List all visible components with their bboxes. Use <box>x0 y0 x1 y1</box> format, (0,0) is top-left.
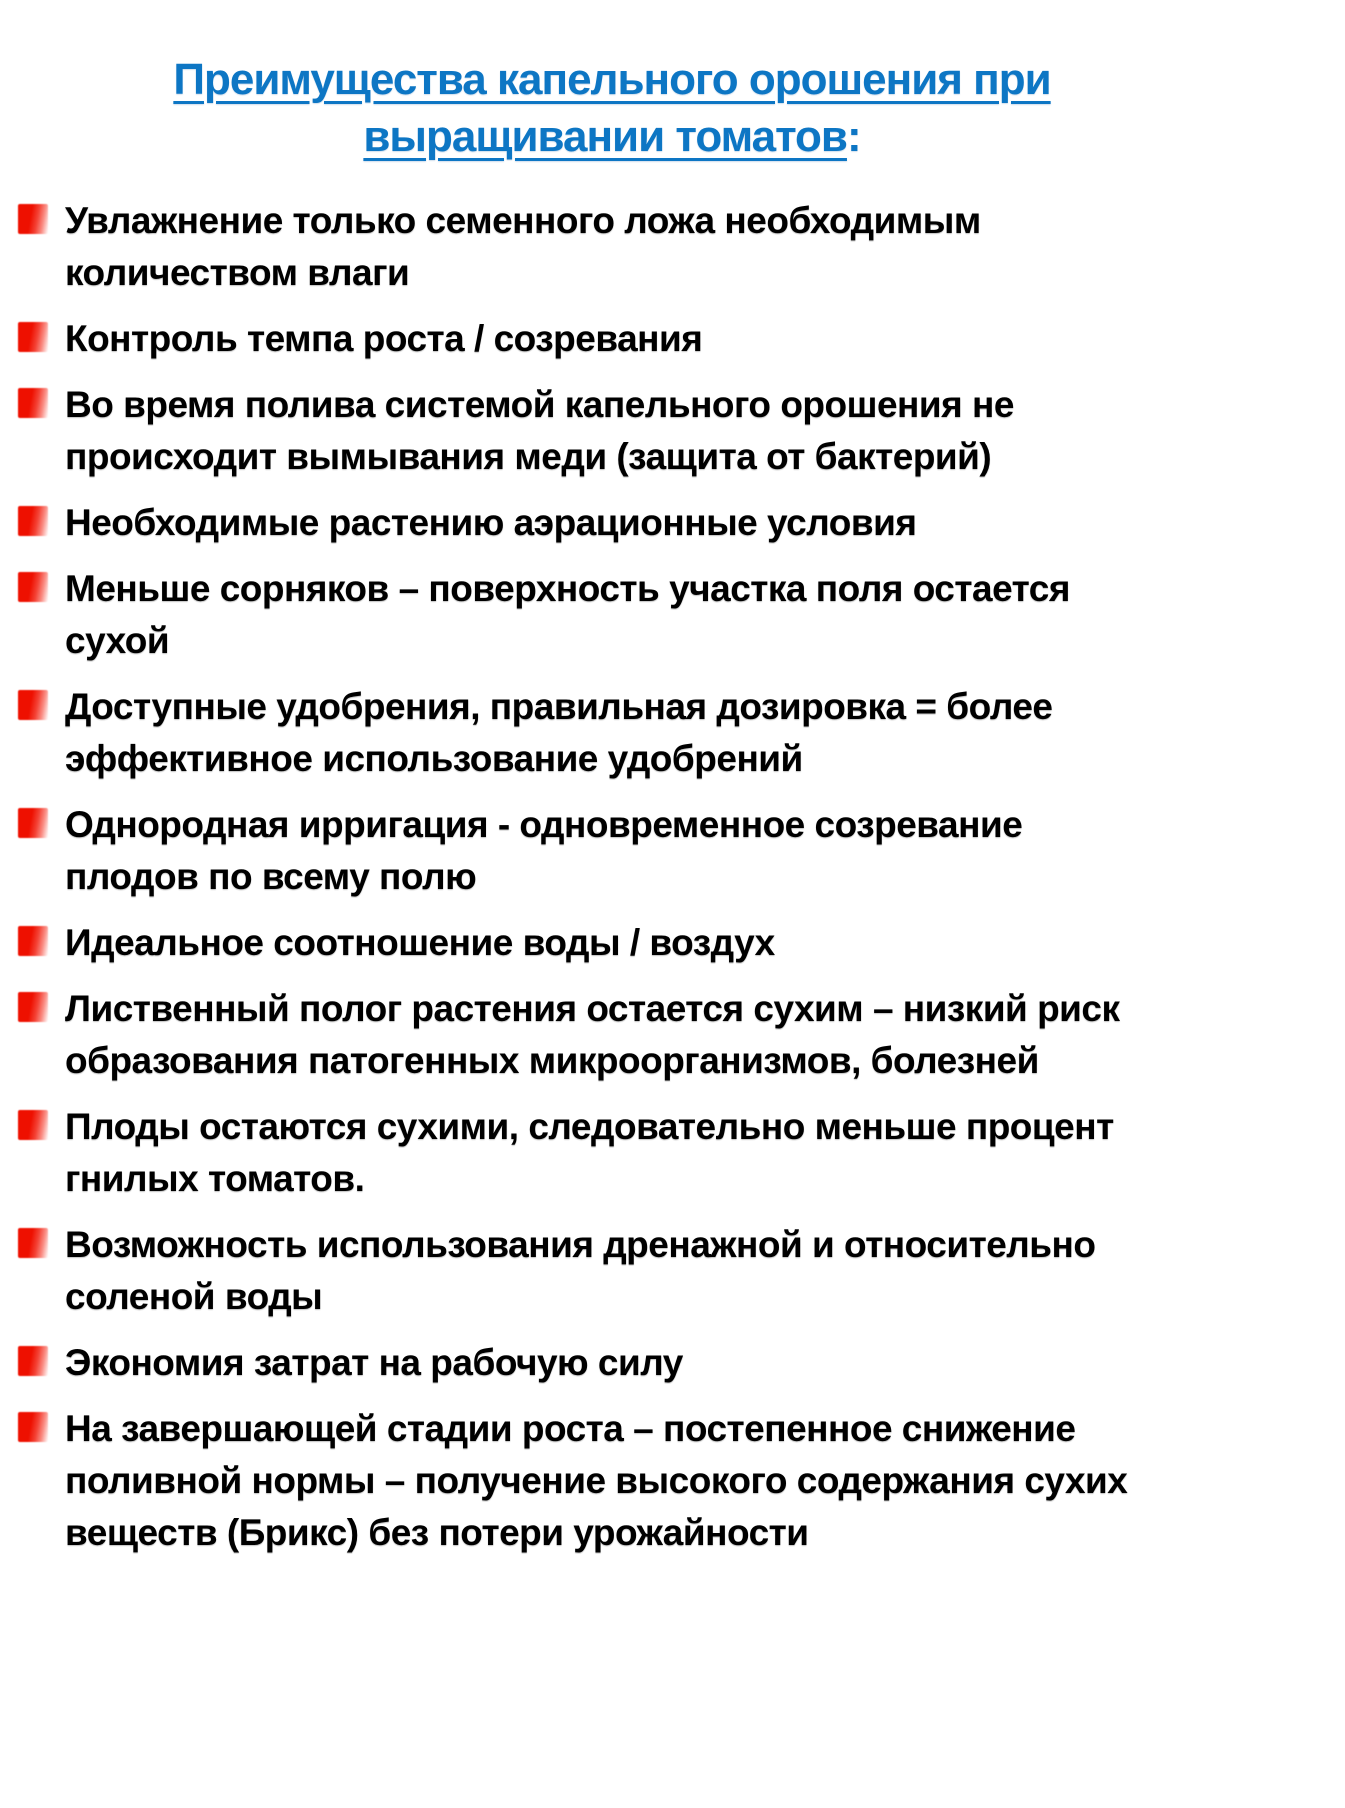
list-item-text: Во время полива системой капельного орошения не происходит вымывания меди (защита от бактерий) <box>65 383 1014 477</box>
list-item-text: Увлажнение только семенного ложа необходимым количеством влаги <box>65 199 981 293</box>
list-item <box>18 681 1345 785</box>
list-item-text: Идеальное соотношение воды / воздух <box>65 921 775 963</box>
red-square-bullet-icon <box>18 808 48 838</box>
red-square-bullet-icon <box>18 1228 48 1258</box>
red-square-bullet-icon <box>18 1110 48 1140</box>
red-square-bullet-icon <box>18 690 48 720</box>
red-square-bullet-icon <box>18 322 48 352</box>
red-square-bullet-icon <box>18 388 48 418</box>
red-square-bullet-icon <box>18 1412 48 1442</box>
list-item <box>18 1101 1345 1205</box>
list-item <box>18 917 1345 969</box>
red-square-bullet-icon <box>18 926 48 956</box>
list-item-text: На завершающей стадии роста – постепенное снижение поливной нормы – получение высокого содержания сухих веществ (Брикс) без потери урожайности <box>65 1407 1128 1553</box>
list-item-text: Меньше сорняков – поверхность участка поля остается сухой <box>65 567 1070 661</box>
list-item-text: Возможность использования дренажной и относительно соленой воды <box>65 1223 1096 1317</box>
page-title <box>40 51 1184 165</box>
list-item <box>18 497 1345 549</box>
list-item <box>18 799 1345 903</box>
list-item <box>18 379 1345 483</box>
list-item <box>18 983 1345 1087</box>
list-item-text: Контроль темпа роста / созревания <box>65 317 703 359</box>
list-item <box>18 1403 1345 1559</box>
list-item <box>18 1337 1345 1389</box>
list-item <box>18 563 1345 667</box>
page-title-text: Преимущества капельного орошения при выращивании томатов <box>173 55 1051 162</box>
list-item-text: Однородная ирригация - одновременное созревание плодов по всему полю <box>65 803 1023 897</box>
red-square-bullet-icon <box>18 1346 48 1376</box>
page-title-colon: : <box>846 112 861 162</box>
red-square-bullet-icon <box>18 506 48 536</box>
list-item-text: Доступные удобрения, правильная дозировка = более эффективное использование удобрений <box>65 685 1053 779</box>
list-item-text: Плоды остаются сухими, следовательно меньше процент гнилых томатов. <box>65 1105 1114 1199</box>
red-square-bullet-icon <box>18 572 48 602</box>
list-item <box>18 313 1345 365</box>
red-square-bullet-icon <box>18 204 48 234</box>
list-item <box>18 195 1345 299</box>
red-square-bullet-icon <box>18 992 48 1022</box>
list-item-text: Необходимые растению аэрационные условия <box>65 501 917 543</box>
list-item-text: Экономия затрат на рабочую силу <box>65 1341 683 1383</box>
list-item <box>18 1219 1345 1323</box>
advantages-list <box>0 195 1345 1559</box>
list-item-text: Лиственный полог растения остается сухим – низкий риск образования патогенных микроорганизмов, болезней <box>65 987 1120 1081</box>
